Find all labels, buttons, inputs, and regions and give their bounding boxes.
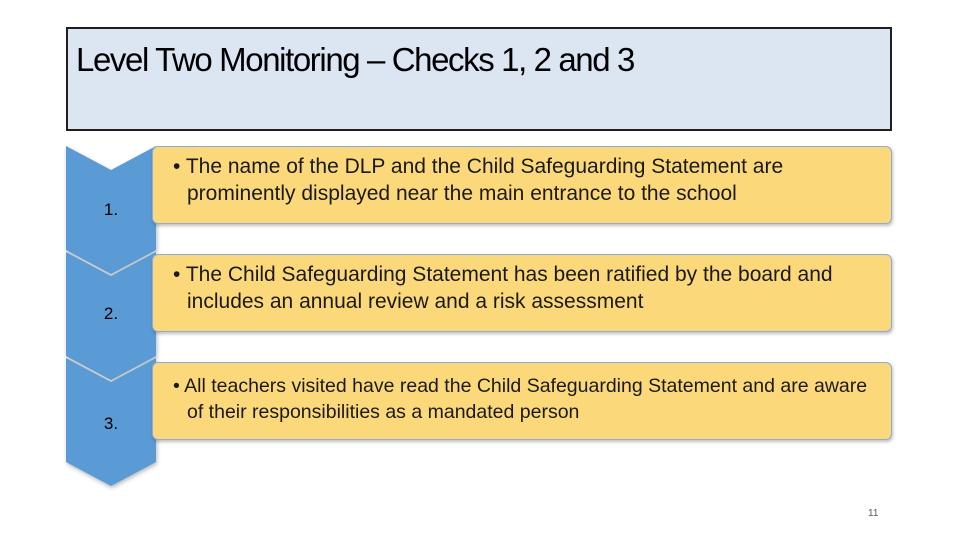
- slide-title-box: [66, 27, 892, 131]
- check-3-text: [173, 373, 883, 425]
- slide-title: Level Two Monitoring – Checks 1, 2 and 3: [76, 41, 634, 78]
- step-3-chevron: [66, 358, 156, 486]
- check-2-text: [173, 261, 883, 315]
- check-3-label: All teachers visited have read the Child Safeguarding Statement and are aware of their responsibilities as a mandated person: [184, 375, 868, 423]
- check-2-label: The Child Safeguarding Statement has been ratified by the board and includes an annual review and a risk assessment: [185, 263, 833, 313]
- check-1-text: [173, 153, 883, 207]
- page-number: 11: [868, 508, 879, 519]
- bullet: •: [173, 155, 181, 178]
- step-2-number: 2.: [103, 304, 119, 323]
- check-2-box: [152, 254, 892, 332]
- bullet: •: [173, 375, 180, 397]
- bullet: •: [173, 263, 181, 286]
- check-1-box: [152, 146, 892, 224]
- check-3-box: [152, 362, 892, 440]
- check-1-label: The name of the DLP and the Child Safeguarding Statement are prominently displayed near the main entrance to the school: [185, 155, 784, 205]
- step-1-number: 1.: [103, 200, 119, 219]
- step-3-number: 3.: [103, 414, 119, 433]
